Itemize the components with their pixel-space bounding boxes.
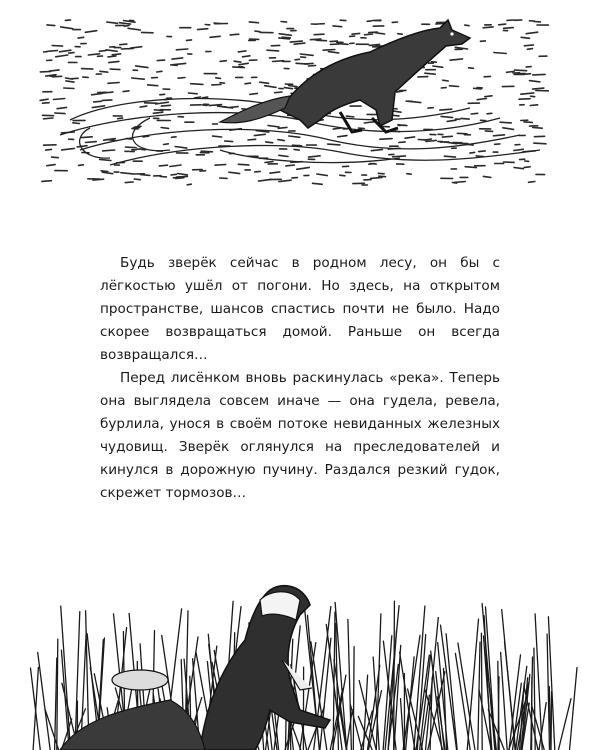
- fox-illustration: [0, 0, 600, 205]
- body-text: [100, 252, 500, 505]
- fox-drawing: [0, 0, 600, 205]
- paragraph-1: Будь зверёк сейчас в родном лесу, он бы с лёгкостью ушёл от погони. Но здесь, на открытом пространстве, шансов спастись почти не было. Надо скорее возвращаться домой. Раньше он всегда возвращался…: [100, 255, 500, 363]
- dog-illustration: [0, 560, 600, 750]
- dog-drawing: [0, 560, 600, 750]
- paragraph-2: Перед лисёнком вновь раскинулась «река». Теперь она выглядела совсем иначе — она гудела, ревела, бурлила, унося в своём потоке невиданных железных чудовищ. Зверёк оглянулся на преследователей и кинулся в дорожную пучину. Раздался резкий гудок, скрежет тормозов…: [100, 370, 500, 501]
